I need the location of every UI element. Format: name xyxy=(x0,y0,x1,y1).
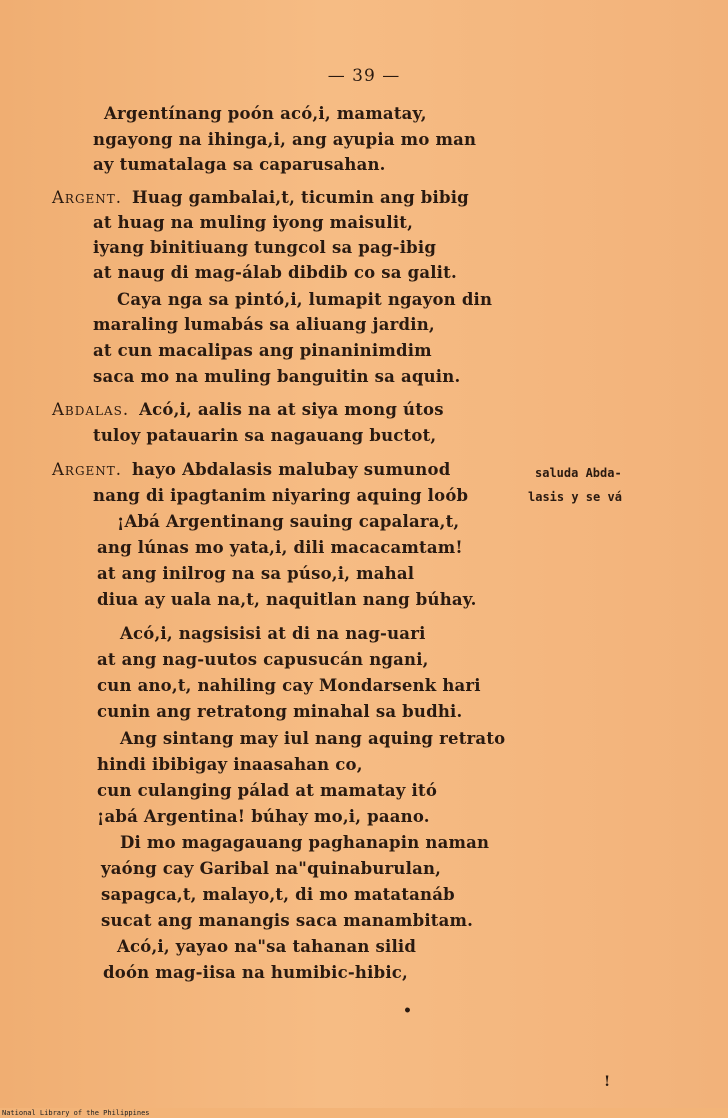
verse-line xyxy=(93,315,435,334)
verse-line xyxy=(120,624,426,643)
verse-line-text: Acó,i, yayao na"sa tahanan silid xyxy=(117,937,417,956)
verse-line xyxy=(101,911,473,930)
verse-line-text: at ang nag-uutos capusucán ngani, xyxy=(97,650,429,669)
verse-line-text: at huag na muling iyong maisulit, xyxy=(93,213,414,232)
verse-line-text: hindi ibibigay inaasahan co, xyxy=(97,755,363,774)
verse-line xyxy=(97,676,481,695)
verse-line xyxy=(93,367,460,386)
verse-line-text: cun culanging pálad at mamatay itó xyxy=(97,781,438,800)
verse-line xyxy=(93,263,457,282)
verse-line-text: maraling lumabás sa aliuang jardin, xyxy=(93,315,435,334)
verse-line-text: at cun macalipas ang pinaninimdim xyxy=(93,341,432,360)
verse-line xyxy=(97,781,437,800)
verse-line-text: ¡Abá Argentinang sauing capalara,t, xyxy=(117,512,460,531)
verse-line xyxy=(52,188,469,207)
verse-line-text: at ang inilrog na sa púso,i, mahal xyxy=(97,564,415,583)
stage-direction-line-1: saluda Abda- xyxy=(535,466,622,480)
verse-line xyxy=(93,426,436,445)
verse-line xyxy=(117,512,459,531)
verse-line-text: iyang binitiuang tungcol sa pag-ibig xyxy=(93,238,437,257)
verse-line-text: Ang sintang may iul nang aquing retrato xyxy=(120,729,506,748)
verse-line-text: yaóng cay Garibal na"quinaburulan, xyxy=(101,859,442,878)
margin-mark: ! xyxy=(604,1074,611,1090)
footer-credit: National Library of the Philippines xyxy=(2,1109,150,1117)
verse-line-text: doón mag-iisa na humibic-hibic, xyxy=(103,963,408,982)
verse-line xyxy=(93,155,386,174)
verse-line xyxy=(93,130,476,149)
verse-line xyxy=(103,963,408,982)
verse-line-text: tuloy patauarin sa nagauang buctot, xyxy=(93,426,437,445)
verse-line xyxy=(97,564,414,583)
verse-line xyxy=(97,538,463,557)
verse-line-text: hayo Abdalasis malubay sumunod xyxy=(132,460,451,479)
speaker-name: Argent. xyxy=(52,460,123,479)
verse-line xyxy=(93,341,432,360)
verse-line-text: sapagca,t, malayo,t, di mo matatanáb xyxy=(101,885,455,904)
verse-line xyxy=(101,859,441,878)
verse-line-text: Di mo magagauang paghanapin naman xyxy=(120,833,490,852)
verse-line xyxy=(120,729,505,748)
verse-line xyxy=(52,460,450,479)
verse-line-text: sucat ang manangis saca manambitam. xyxy=(101,911,474,930)
verse-line-text: ay tumatalaga sa caparusahan. xyxy=(93,155,386,174)
verse-line-text: Argentínang poón acó,i, mamatay, xyxy=(104,104,427,123)
verse-line xyxy=(97,755,363,774)
verse-line-text: Acó,i, aalis na at siya mong útos xyxy=(139,400,444,419)
bullet-mark: • xyxy=(403,1003,412,1019)
verse-line xyxy=(93,486,468,505)
verse-line-text: cun ano,t, nahiling cay Mondarsenk hari xyxy=(97,676,481,695)
verse-line xyxy=(93,238,436,257)
speaker-name: Argent. xyxy=(52,188,123,207)
verse-line xyxy=(97,807,430,826)
verse-line-text: ang lúnas mo yata,i, dili macacamtam! xyxy=(97,538,463,557)
verse-line xyxy=(97,590,477,609)
verse-line-text: ngayong na ihinga,i, ang ayupia mo man xyxy=(93,130,477,149)
verse-line-text: saca mo na muling banguitin sa aquin. xyxy=(93,367,461,386)
verse-line-text: Caya nga sa pintó,i, lumapit ngayon din xyxy=(117,290,493,309)
verse-line xyxy=(101,885,455,904)
verse-line xyxy=(117,937,416,956)
page-number: — 39 — xyxy=(327,66,401,86)
verse-line xyxy=(120,833,489,852)
stage-direction-line-2: lasis y se vá xyxy=(528,490,622,504)
verse-line xyxy=(104,104,427,123)
verse-line xyxy=(97,650,429,669)
verse-line xyxy=(97,702,462,721)
verse-line-text: nang di ipagtanim niyaring aquing loób xyxy=(93,486,469,505)
verse-line-text: at naug di mag-álab dibdib co sa galit. xyxy=(93,263,457,282)
verse-line-text: ¡abá Argentina! búhay mo,i, paano. xyxy=(97,807,430,826)
verse-line-text: Huag gambalai,t, ticumin ang bibig xyxy=(132,188,469,207)
verse-line-text: cunin ang retratong minahal sa budhi. xyxy=(97,702,463,721)
verse-line xyxy=(117,290,492,309)
verse-line xyxy=(93,213,413,232)
speaker-name: Abdalas. xyxy=(52,400,130,419)
verse-line-text: diua ay uala na,t, naquitlan nang búhay. xyxy=(97,590,477,609)
verse-line xyxy=(52,400,444,419)
verse-line-text: Acó,i, nagsisisi at di na nag-uari xyxy=(120,624,426,643)
